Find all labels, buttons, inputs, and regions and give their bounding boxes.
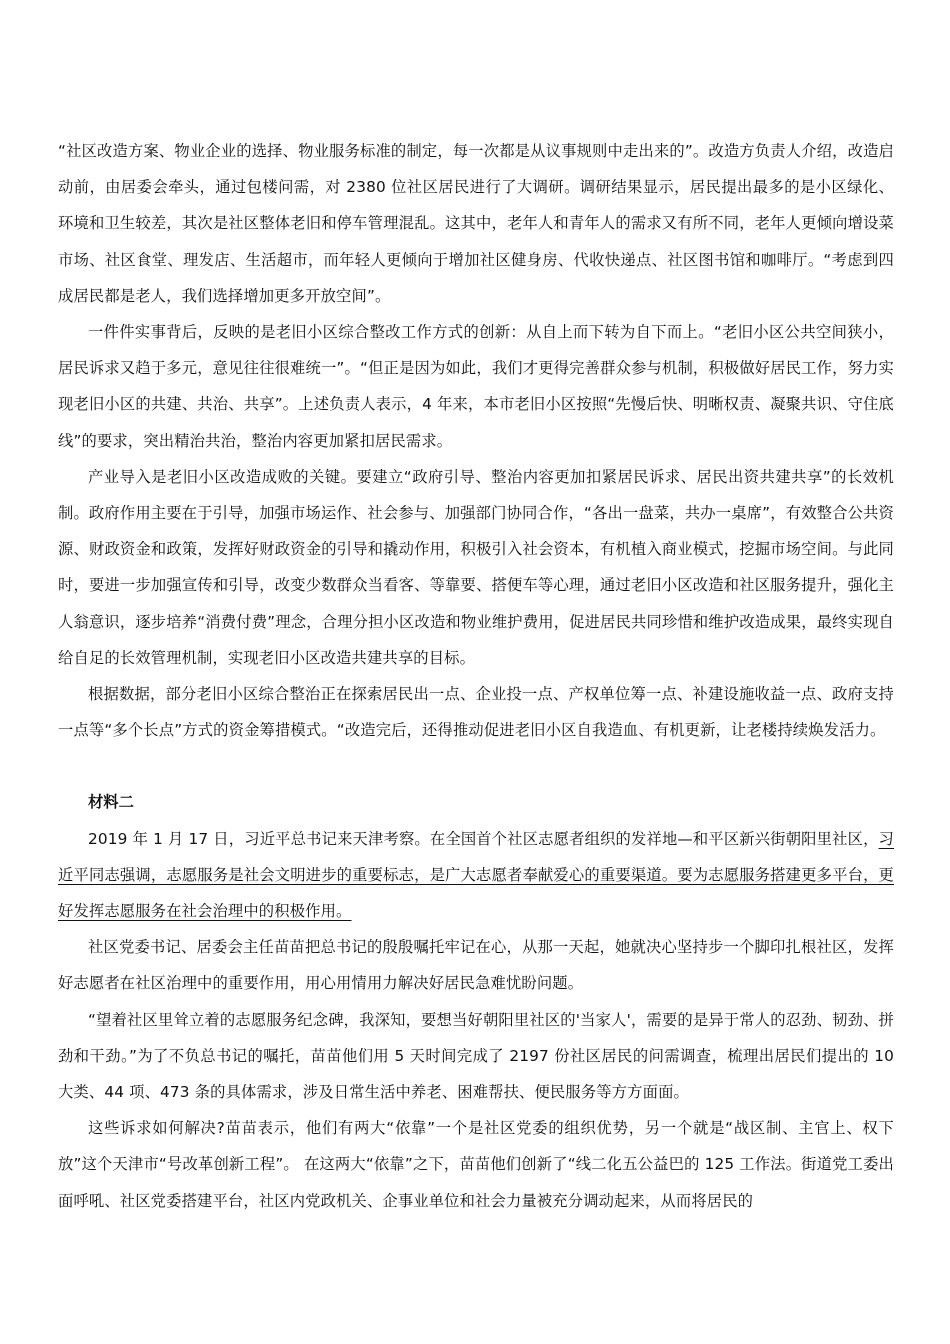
material-two-title: 材料二 [88, 793, 134, 812]
material-two-paragraph-1-intro: 2019 年 1 月 17 日，习近平总书记来天津考察。在全国首个社区志愿者组织的发祥地—和平区新兴街朝阳里社区， [88, 829, 879, 848]
document-page [58, 133, 894, 1219]
material-two-underlined-quote: 习近平同志强调，志愿服务是社会文明进步的重要标志，是广大志愿者奉献爱心的重要渠道。要为志愿服务搭建更多平台，更好发挥志愿服务在社会治理中的积极作用。 [58, 829, 894, 921]
material-one-paragraph-1: “社区改造方案、物业企业的选择、物业服务标准的制定，每一次都是从议事规则中走出来的”。改造方负责人介绍，改造启动前，由居委会牵头，通过包楼问需，对 2380 位社区居民进行了大调研。调研结果显示，居民提出最多的是小区绿化、环境和卫生较差，其次是社区整体老旧和停车管理混乱。这其中，老年人和青年人的需求又有所不同，老年人更倾向增设菜市场、社区食堂、理发店、生活超市，而年轻人更倾向于增加社区健身房、代收快递点、社区图书馆和咖啡厅。“考虑到四成居民都是老人，我们选择增加更多开放空间”。 [58, 142, 894, 305]
material-two-paragraph-1 [58, 821, 894, 930]
material-one-paragraph-3: 产业导入是老旧小区改造成败的关键。要建立“政府引导、整治内容更加扣紧居民诉求、居民出资共建共享”的长效机制。政府作用主要在于引导，加强市场运作、社会参与、加强部门协同合作，“各出一盘菜，共办一桌席”，有效整合公共资源、财政资金和政策，发挥好财政资金的引导和撬动作用，积极引入社会资本，有机植入商业模式，挖掘市场空间。与此同时，要进一步加强宣传和引导，改变少数群众当看客、等靠要、搭便车等心理，通过老旧小区改造和社区服务提升，强化主人翁意识，逐步培养“消费付费”理念，合理分担小区改造和物业维护费用，促进居民共同珍惜和维护改造成果，最终实现自给自足的长效管理机制，实现老旧小区改造共建共享的目标。 [58, 467, 894, 667]
material-two-paragraph-4: 这些诉求如何解决?苗苗表示，他们有两大“依靠”一个是社区党委的组织优势，另一个就是“战区制、主官上、权下放”这个天津市“号改革创新工程”。 在这两大“依靠”之下，苗苗他们创新了“线二化五公益巴的 125 工作法。街道党工委出面呼吼、社区党委搭建平台，社区内党政机关、企事业单位和社会力量被充分调动起来，从而将居民的 [58, 1119, 894, 1210]
material-one-paragraph-2: 一件件实事背后，反映的是老旧小区综合整改工作方式的创新：从自上而下转为自下而上。“老旧小区公共空间狭小，居民诉求又趋于多元，意见往往很难统一”。“但正是因为如此，我们才更得完善群众参与机制，积极做好居民工作，努力实现老旧小区的共建、共治、共享”。上述负责人表示，4 年来，本市老旧小区按照“先慢后快、明晰权责、凝聚共识、守住底线”的要求，突出精治共治，整治内容更加紧扣居民需求。 [58, 323, 894, 450]
material-two-paragraph-3: “望着社区里耸立着的志愿服务纪念碑，我深知，要想当好朝阳里社区的'当家人'，需要的是异于常人的忍劲、韧劲、拼劲和干劲。”为了不负总书记的嘱托，苗苗他们用 5 天时间完成了 2197 份社区居民的问需调查，梳理出居民们提出的 10 大类、44 项、473 条的具体需求，涉及日常生活中养老、困难帮扶、便民服务等方方面面。 [58, 1010, 894, 1102]
section-spacer [58, 748, 894, 784]
material-two-paragraph-2: 社区党委书记、居委会主任苗苗把总书记的殷殷嘱托牢记在心，从那一天起，她就决心坚持步一个脚印扎根社区，发挥好志愿者在社区治理中的重要作用，用心用情用力解决好居民急难忧盼问题。 [58, 938, 894, 993]
material-one-paragraph-4: 根据数据，部分老旧小区综合整治正在探索居民出一点、企业投一点、产权单位筹一点、补建设施收益一点、政府支持一点等“多个长点”方式的资金筹措模式。“改造完后，还得推动促进老旧小区自我造血、有机更新，让老楼持续焕发活力。 [58, 685, 894, 740]
